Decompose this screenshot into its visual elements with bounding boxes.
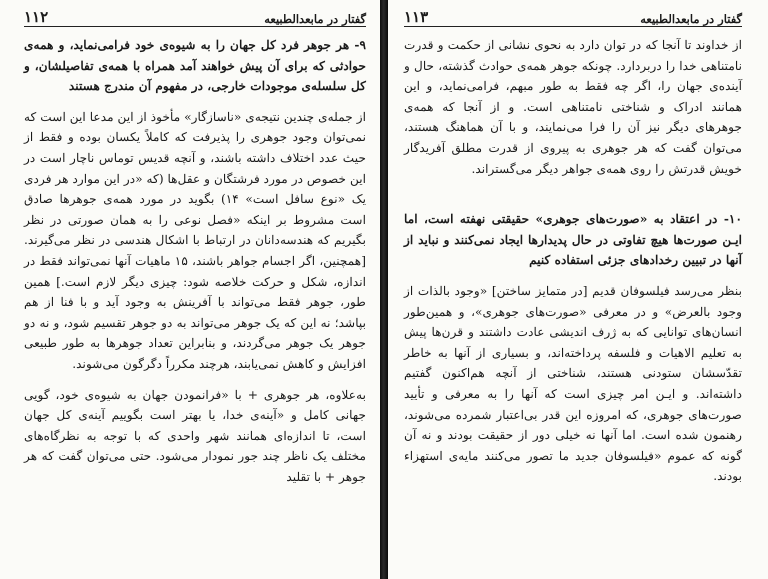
section-heading-9: ۹- هر جوهر فرد کل جهان را به شیوه‌ی خود فرا‌می‌نماید، و همه‌ی حوادثی که برای آن پیش خواهند آمد همراه با همه‌ی تفاصیلشان، و کل سلسله‌ی موجودات خارجی، در مفهوم آن مندرج هستند [24,38,366,94]
right-page-body [404,35,742,487]
left-page [0,0,380,579]
right-page [388,0,768,579]
left-paragraph-2: از جمله‌ی چندین نتیجه‌ی «ناسازگار» مأخوذ از این مدعا این است که نمی‌توان وجود جوهری را پذیرفت که کاملاً یکسان بوده و فقط از حیث عدد اختلاف داشته باشند، و آنچه قدیس توماس ناچار است در این خصوص در مورد فرشتگان و عقل‌ها (که «در این موارد هر فردی یک «نوع سافل است» ۱۴) بگوید در مورد همه‌ی جوهرها صادق است مشروط بر اینکه «فصل نوعی را به همان صورتی در نظر بگیریم که هندسه‌دانان در ارتباط با اشکال هندسی در نظر می‌گیرند. [همچنین، اگر اجسام جواهر باشند، ۱۵ ماهیات آنها نمی‌تواند فقط در اندازه، شکل و حرکت خلاصه شود: چیزی دیگر لازم است.] همین طور، جوهر فقط می‌تواند با آفرینش به وجود آید و با فنا از هم بپاشد؛ نه این که یک جوهر می‌تواند به دو جوهر تقسیم شود، و نه دو جوهر یک جوهر می‌گردند، و بنابراین تعداد جوهرها به طور طبیعی افزایش و کاهش نمی‌یابند، هرچند مکرراً دگرگون می‌شوند. [24,109,366,371]
right-running-title: گفتار در مابعدالطبیعه [640,12,742,26]
right-page-number: ۱۱۳ [404,8,429,26]
section-heading-10: ۱۰- در اعتقاد به «صورت‌های جوهری» حقیقتی نهفته است، اما ایـن صورت‌ها هیچ تفاوتی در حال پدیدارها ایجاد نمی‌کنند و نباید از آنها در تبیین رخدادهای جزئی استفاده کنیم [404,212,742,268]
right-page-header [404,6,742,27]
right-paragraph-1: از خداوند تا آنجا که در توان دارد به نحوی نشانی از حکمت و قدرت نامتناهی خدا را دربردارد. چونکه جوهر همه‌ی حوادث گذشته، حال و آینده‌ی جهان را، اگر چه فقط به طور مبهم، فرامی‌نماید، و این همانند ادراک و شناختی نامتناهی است. و از آنجا که همه‌ی جوهرهای دیگر نیز آن را فرا می‌نمایند، و با آن هماهنگ هستند، می‌توان گفت که هر جوهری به پیروی از قدرت مطلق آفریدگار خویش قدرتش را روی همه‌ی جواهر دیگر می‌گستراند. [404,38,742,176]
book-spine [380,0,388,579]
left-page-number: ۱۱۲ [24,8,49,26]
right-paragraph-3: بنظر می‌رسد فیلسوفان قدیم [در متمایز ساختن] «وجود بالذات از وجود بالعرض» و در معرفی «صورت‌های جوهری»، و همین‌طور انسان‌های توانایی که به ژرف اندیشی عادت داشتند و قرن‌ها پیش به تعلیم الاهیات و فلسفه پرداخته‌اند، و بسیاری از آنها به خاطر تقدّسشان ستودنی هستند، شناختی از آنچه هم‌اکنون گفتیم داشته‌اند. و ایـن امر چیزی است که آنها را به معرفی و تأیید صورت‌های جوهری، که امروزه این قدر بی‌اعتبار شمرده می‌شوند، رهنمون شده است. اما آنها نه خیلی دور از حقیقت بودند و نه آن گونه که عموم «فیلسوفان جدید ما تصور می‌کنند مایه‌ی استهزاء بودند. [404,283,742,484]
left-running-title: گفتار در مابعدالطبیعه [264,12,366,26]
left-page-body [24,35,366,487]
left-page-header [24,6,366,27]
left-paragraph-3: به‌علاوه، هر جوهری + با «فرانمودن جهان به شیوه‌ی خود، گویی جهانی کامل و «آینه‌ی خدا، یا بهتر است بگوییم آینه‌ی کل جهان است، تا اندازه‌ای همانند شهر واحدی که با توجه به نظرگاه‌های مختلف یک ناظر چند جور نمودار می‌شود. حتی می‌توان گفت که هر جوهر + با تقلید [24,387,366,484]
